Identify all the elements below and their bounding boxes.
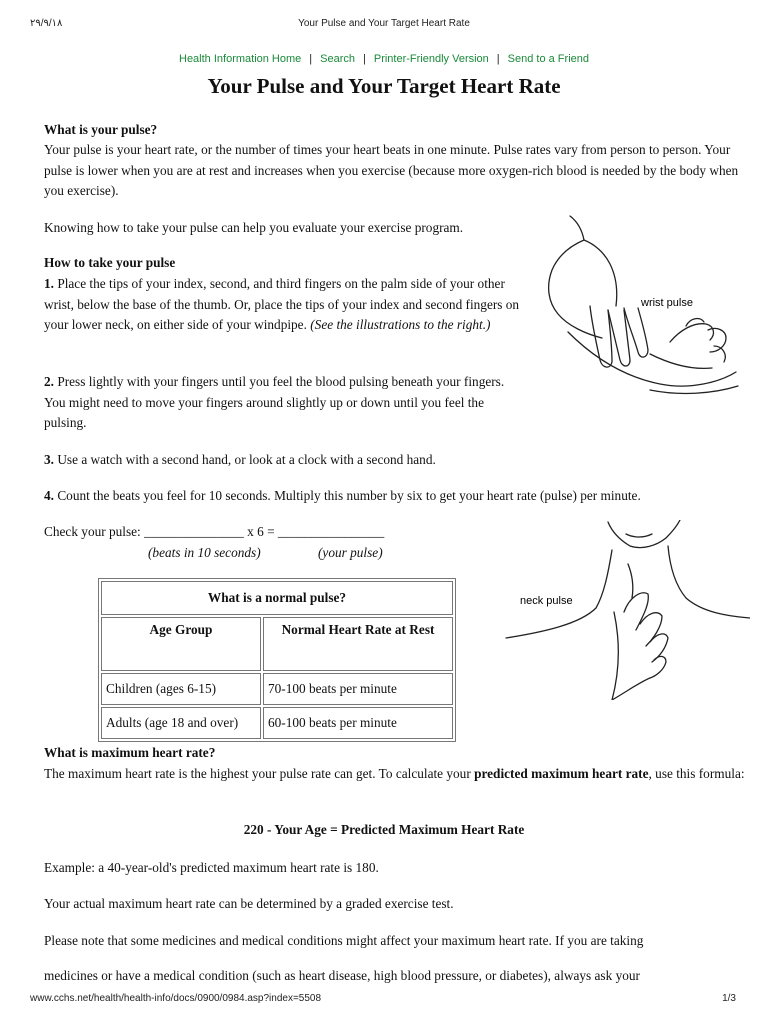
wrist-pulse-illustration	[530, 214, 750, 404]
neck-finger	[624, 593, 648, 630]
howto-heading: How to take your pulse	[44, 255, 176, 270]
table-row	[101, 673, 453, 705]
neck-pulse-label: neck pulse	[520, 595, 573, 607]
neck-mouth-line	[626, 534, 652, 537]
nav-send-link[interactable]: Send to a Friend	[507, 53, 589, 65]
table-title: What is a normal pulse?	[101, 581, 453, 615]
nav-separator: |	[496, 53, 500, 65]
table-cell: 60-100 beats per minute	[263, 707, 453, 739]
nav-separator: |	[309, 53, 313, 65]
max-hr-formula: 220 - Your Age = Predicted Maximum Heart Rate	[243, 822, 525, 837]
neck-left-outline	[506, 550, 612, 638]
step-4	[44, 486, 760, 507]
normal-pulse-table	[98, 578, 456, 742]
pulse-heading: What is your pulse?	[44, 122, 158, 137]
wrist-palm-thumb	[670, 324, 713, 342]
wrist-top-hand-edge	[584, 240, 617, 306]
max-hr-intro	[44, 764, 760, 785]
table-cell: Children (ages 6-15)	[101, 673, 261, 705]
print-header-title: Your Pulse and Your Target Heart Rate	[298, 18, 470, 29]
table-header-age-group: Age Group	[101, 617, 261, 671]
pulse-body: Your pulse is your heart rate, or the number of times your heart beats in one minute. Pulse rates vary from person to person. Your pulse is lower when you are at rest and increases when you exercise (because more oxygen-rich blood is needed by the body when you exercise).	[44, 142, 739, 198]
nav-separator: |	[363, 53, 366, 65]
nav-search-link[interactable]: Search	[320, 53, 355, 65]
wrist-pulse-label: wrist pulse	[641, 297, 693, 309]
neck-throat-line	[628, 564, 633, 598]
wrist-sleeve-line	[570, 216, 584, 240]
step-3-text: Use a watch with a second hand, or look at a clock with a second hand.	[57, 452, 436, 467]
wrist-line	[650, 354, 712, 368]
neck-finger	[650, 656, 666, 678]
step-3	[44, 450, 760, 471]
nav-printer-link[interactable]: Printer-Friendly Version	[373, 53, 489, 65]
page-title: Your Pulse and Your Target Heart Rate	[207, 74, 561, 98]
pulse-knowing: Knowing how to take your pulse can help you evaluate your exercise program.	[44, 220, 464, 235]
wrist-curled-finger	[708, 328, 726, 352]
footer-url: www.cchs.net/health/health-info/docs/0900/0984.asp?index=5508	[30, 993, 322, 1004]
table-row	[101, 707, 453, 739]
step-1	[44, 274, 526, 336]
check-pulse-line: Check your pulse: _______________ x 6 = ________________	[44, 524, 385, 539]
step-4-text: Count the beats you feel for 10 seconds. Multiply this number by six to get your heart rate (pulse) per minute.	[57, 488, 641, 503]
table-header-heart-rate: Normal Heart Rate at Rest	[263, 617, 453, 671]
print-date: ۲۹/۹/۱۸	[30, 18, 63, 29]
max-hr-intro-end: , use this formula:	[648, 766, 745, 781]
neck-right-outline	[668, 546, 750, 618]
neck-chin-line	[608, 520, 680, 548]
step-3-number: 3.	[44, 452, 54, 467]
table-cell: Adults (age 18 and over)	[101, 707, 261, 739]
nav-home-link[interactable]: Health Information Home	[179, 53, 302, 65]
max-hr-intro-text: The maximum heart rate is the highest your pulse rate can get. To calculate your	[44, 766, 475, 781]
max-hr-actual: Your actual maximum heart rate can be determined by a graded exercise test.	[44, 896, 454, 911]
max-hr-heading: What is maximum heart rate?	[44, 745, 216, 760]
check-beats-label: (beats in 10 seconds)	[148, 545, 261, 560]
nav-links	[0, 53, 768, 65]
neck-pulse-illustration	[500, 520, 750, 700]
max-hr-intro-bold: predicted maximum heart rate	[474, 766, 649, 781]
max-hr-note-line-2: medicines or have a medical condition (such as heart disease, high blood pressure, or diabetes), always ask your	[44, 968, 640, 983]
step-2	[44, 372, 528, 434]
step-2-text: Press lightly with your fingers until you feel the blood pulsing beneath your fingers. You might need to move your fingers around slightly up or down until you feel the pulsing.	[44, 374, 505, 430]
step-1-see-note: (See the illustrations to the right.)	[310, 317, 491, 332]
step-1-number: 1.	[44, 276, 54, 291]
wrist-finger	[624, 308, 648, 357]
table-cell: 70-100 beats per minute	[263, 673, 453, 705]
footer-page-number: 1/3	[722, 993, 736, 1004]
wrist-top-hand-outline	[549, 240, 602, 338]
wrist-lower-arm-edge	[650, 386, 738, 393]
check-pulse-label: (your pulse)	[318, 545, 383, 560]
neck-hand-palm	[612, 612, 618, 700]
step-2-number: 2.	[44, 374, 54, 389]
neck-hand-edge	[612, 678, 650, 700]
step-4-number: 4.	[44, 488, 54, 503]
max-hr-note-line-1: Please note that some medicines and medical conditions might affect your maximum heart rate. If you are taking	[44, 933, 644, 948]
step-1-text: Place the tips of your index, second, and third fingers on the palm side of your other wrist, below the base of the thumb. Or, place the tips of your index and second fingers on your lower neck, on either side of your windpipe.	[44, 276, 520, 332]
max-hr-example: Example: a 40-year-old's predicted maximum heart rate is 180.	[44, 860, 379, 875]
